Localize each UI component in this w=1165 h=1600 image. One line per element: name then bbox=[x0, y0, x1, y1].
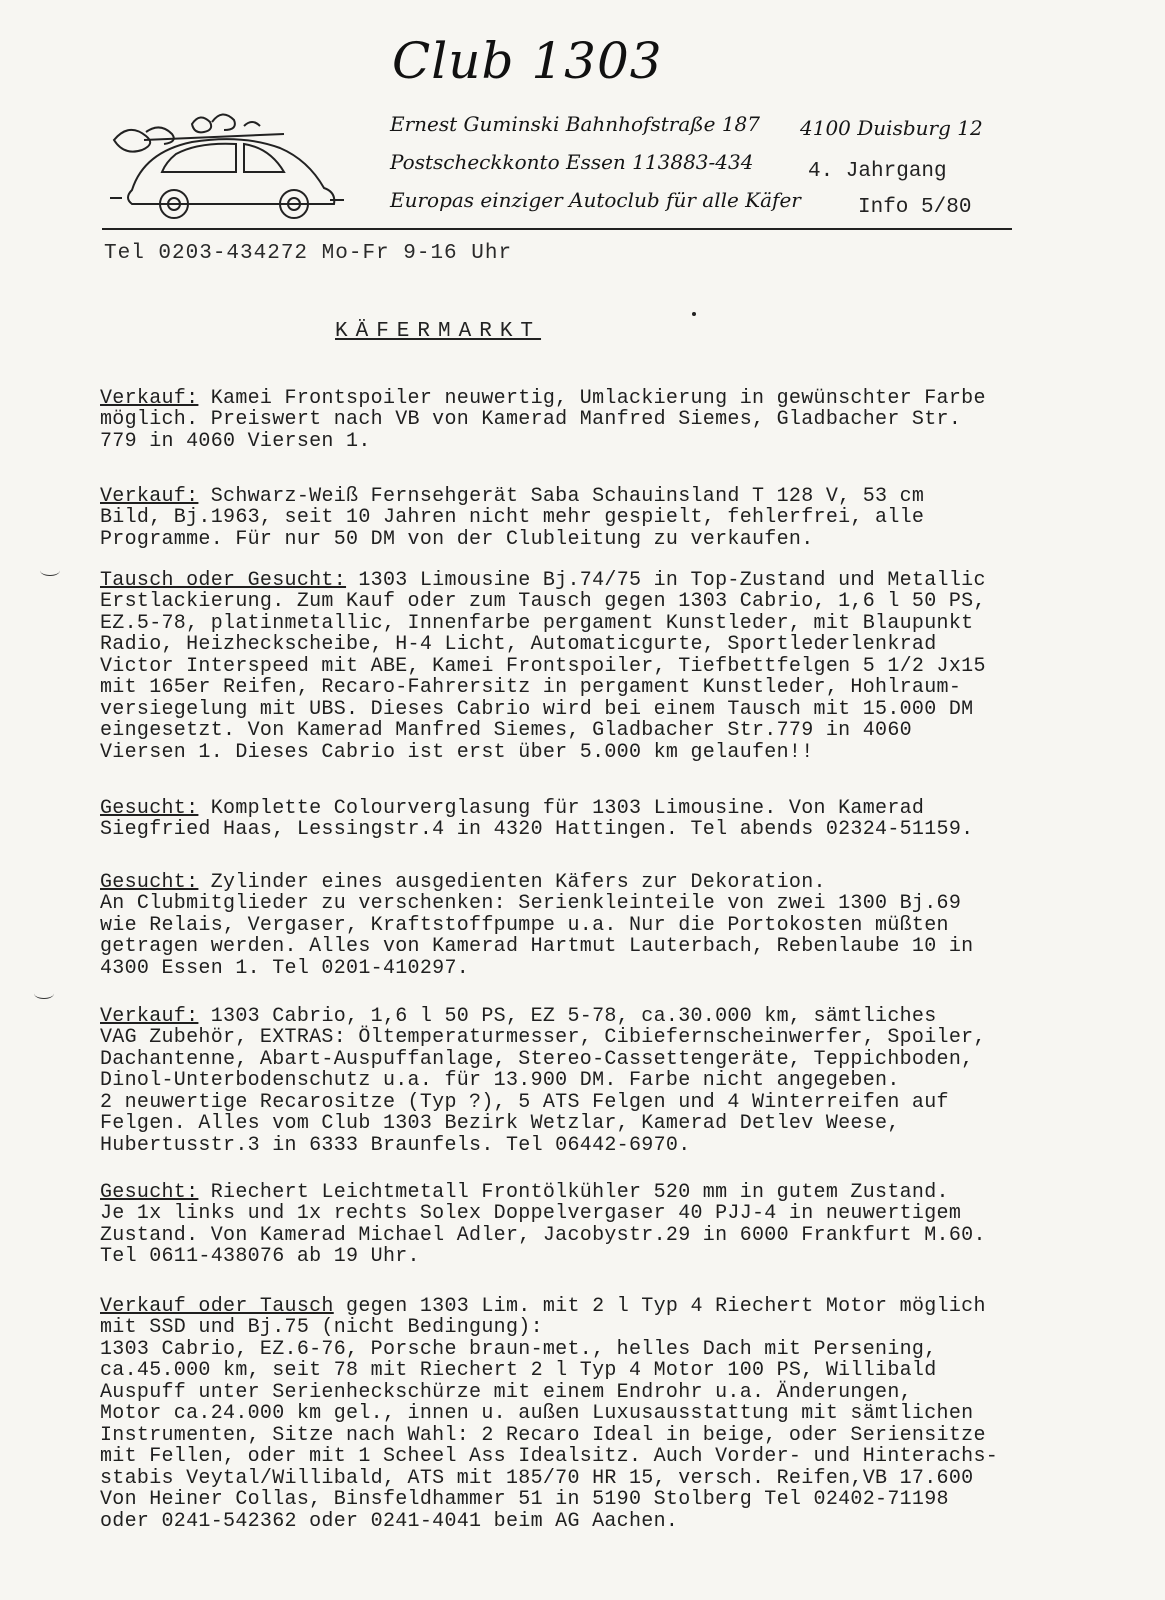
ad-label: Gesucht: bbox=[100, 870, 199, 894]
ad-text: Schwarz-Weiß Fernsehgerät Saba Schauinsland T 128 V, 53 cm Bild, Bj.1963, seit 10 Jahren nicht mehr gespielt, fehlerfrei, alle Programme. Für nur 50 DM von der Clubleitung zu verkaufen. bbox=[100, 484, 925, 551]
year-label: 4. Jahrgang bbox=[808, 160, 947, 183]
ad-item bbox=[100, 464, 1100, 550]
address-line: Ernest Guminski Bahnhofstraße 187 bbox=[390, 112, 760, 136]
margin-mark bbox=[40, 565, 60, 576]
ad-item bbox=[100, 366, 1100, 452]
club-motto: Europas einziger Autoclub für alle Käfer bbox=[390, 188, 801, 212]
ad-label: Gesucht: bbox=[100, 1180, 199, 1204]
ad-item bbox=[100, 984, 1100, 1156]
postal-account: Postscheckkonto Essen 113883-434 bbox=[390, 150, 754, 174]
ad-item bbox=[100, 548, 1100, 763]
beetle-car-drawing bbox=[104, 110, 354, 225]
city-line: 4100 Duisburg 12 bbox=[800, 116, 983, 140]
ad-item bbox=[100, 850, 1100, 979]
ad-label: Tausch oder Gesucht: bbox=[100, 568, 347, 592]
info-issue: Info 5/80 bbox=[858, 196, 972, 219]
ad-label: Verkauf oder Tausch bbox=[100, 1294, 334, 1318]
margin-mark bbox=[34, 988, 54, 999]
ad-text: gegen 1303 Lim. mit 2 l Typ 4 Riechert Motor möglich mit SSD und Bj.75 (nicht Bedingung): 1303 Cabrio, EZ.6-76, Porsche braun-met., helles Dach mit Persening, ca.45.000 km, seit 78 mit Riechert 2 l Typ 4 Motor 100 PS, Willibald Auspuff unter Serienheckschürze mit einem Endrohr u.a. Änderungen, Motor ca.24.000 km gel., innen u. außen Luxusausstattung mit sämtlichen Instrumenten, Sitze nach Wahl: 2 Recaro Ideal in beige, oder Seriensitze mit Fellen, oder mit 1 Scheel Ass Idealsitz. Auch Vorder- und Hinterachs- stabis Veytal/Willibald, ATS mit 185/70 HR 15, versch. Reifen,VB 17.600 Von Heiner Collas, Binsfeldhammer 51 in 5190 Stolberg Tel 02402-71198 oder 0241-542362 oder 0241-4041 beim AG Aachen. bbox=[100, 1294, 999, 1533]
ad-label: Verkauf: bbox=[100, 484, 199, 508]
ad-text: Kamei Frontspoiler neuwertig, Umlackierung in gewünschter Farbe möglich. Preiswert nach VB von Kamerad Manfred Siemes, Gladbacher Str. 779 in 4060 Viersen 1. bbox=[100, 386, 986, 453]
ad-label: Gesucht: bbox=[100, 796, 199, 820]
telephone-line: Tel 0203-434272 Mo-Fr 9-16 Uhr bbox=[104, 242, 513, 265]
ad-item bbox=[100, 1160, 1100, 1268]
club-title: Club 1303 bbox=[392, 32, 663, 90]
ad-item bbox=[100, 776, 1100, 841]
letterhead-rule bbox=[102, 228, 1012, 230]
ad-text: 1303 Cabrio, 1,6 l 50 PS, EZ 5-78, ca.30.000 km, sämtliches VAG Zubehör, EXTRAS: Öltemperaturmesser, Cibiefernscheinwerfer, Spoiler, Dachantenne, Abart-Auspuffanlage, Stereo-Cassettengeräte, Teppichboden, Dinol-Unterbodenschutz u.a. für 13.900 DM. Farbe nicht angegeben. 2 neuwertige Recarositze (Typ ?), 5 ATS Felgen und 4 Winterreifen auf Felgen. Alles vom Club 1303 Bezirk Wetzlar, Kamerad Detlev Weese, Hubertusstr.3 in 6333 Braunfels. Tel 06442-6970. bbox=[100, 1004, 986, 1157]
ad-item bbox=[100, 1274, 1100, 1532]
ink-dot bbox=[692, 312, 696, 316]
ad-text: Riechert Leichtmetall Frontölkühler 520 mm in gutem Zustand. Je 1x links und 1x rechts Solex Doppelvergaser 40 PJJ-4 in neuwertigem Zustand. Von Kamerad Michael Adler, Jacobystr.29 in 6000 Frankfurt M.60. Tel 0611-438076 ab 19 Uhr. bbox=[100, 1180, 986, 1268]
ad-label: Verkauf: bbox=[100, 386, 199, 410]
page-heading: KÄFERMARKT bbox=[335, 320, 542, 343]
ad-text: Zylinder eines ausgedienten Käfers zur Dekoration. An Clubmitglieder zu verschenken: Serienkleinteile von zwei 1300 Bj.69 wie Relais, Vergaser, Kraftstoffpumpe u.a. Nur die Portokosten müßten getragen werden. Alles von Kamerad Hartmut Lauterbach, Rebenlaube 10 in 4300 Essen 1. Tel 0201-410297. bbox=[100, 870, 974, 980]
ad-text: 1303 Limousine Bj.74/75 in Top-Zustand und Metallic Erstlackierung. Zum Kauf oder zum Tausch gegen 1303 Cabrio, 1,6 l 50 PS, EZ.5-78, platinmetallic, Innenfarbe pergament Kunstleder, mit Blaupunkt Radio, Heizheckscheibe, H-4 Licht, Automaticgurte, Sportlederlenkrad Victor Interspeed mit ABE, Kamei Frontspoiler, Tiefbettfelgen 5 1/2 Jx15 mit 165er Reifen, Recaro-Fahrersitz in pergament Kunstleder, Hohlraum- versiegelung mit UBS. Dieses Cabrio wird bei einem Tausch mit 15.000 DM eingesetzt. Von Kamerad Manfred Siemes, Gladbacher Str.779 in 4060 Viersen 1. Dieses Cabrio ist erst über 5.000 km gelaufen!! bbox=[100, 568, 986, 764]
ad-text: Komplette Colourverglasung für 1303 Limousine. Von Kamerad Siegfried Haas, Lessingstr.4 in 4320 Hattingen. Tel abends 02324-51159. bbox=[100, 796, 974, 841]
ad-label: Verkauf: bbox=[100, 1004, 199, 1028]
